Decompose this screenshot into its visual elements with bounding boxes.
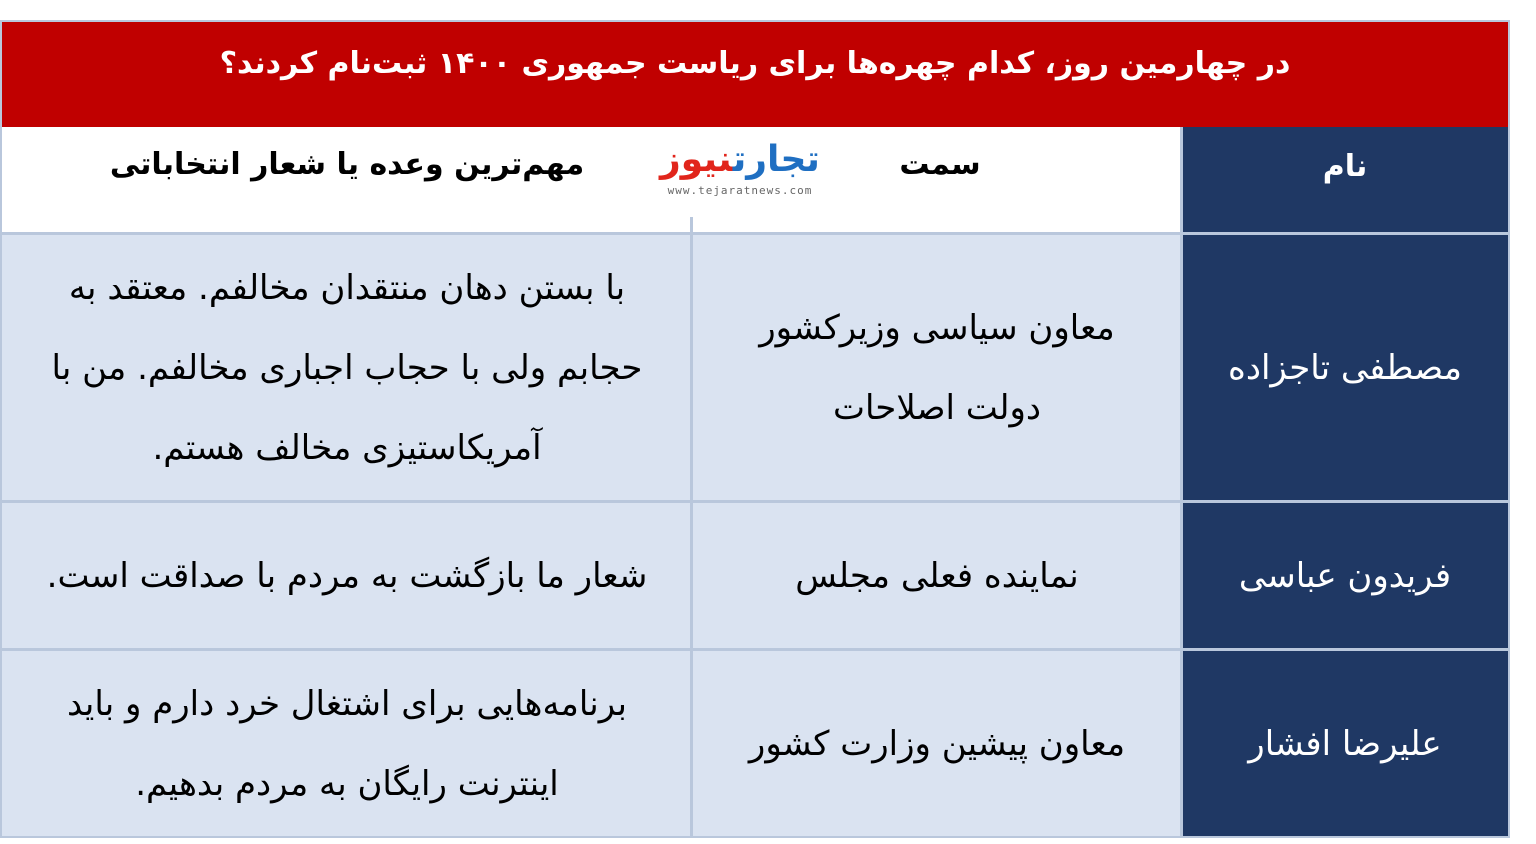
grid-line [2, 232, 1508, 235]
row3-position: معاون پیشین وزارت کشور [692, 651, 1182, 836]
header-slogan: مهم‌ترین وعده یا شعار انتخاباتی [109, 147, 585, 182]
grid-line [2, 648, 1508, 651]
row2-position: نماینده فعلی مجلس [692, 503, 1182, 648]
row2-name: فریدون عباسی [1182, 503, 1508, 648]
row3-slogan: برنامه‌هایی برای اشتغال خرد دارم و باید اینترنت رایگان به مردم بدهیم. [2, 651, 692, 836]
logo-part-red: نیوز [660, 139, 733, 180]
header-position: سمت [899, 147, 981, 182]
logo-wordmark [640, 138, 840, 182]
logo-url: www.tejaratnews.com [667, 184, 813, 197]
row3-name: علیرضا افشار [1182, 651, 1508, 836]
grid-line [1180, 127, 1183, 836]
row1-name: مصطفی تاجزاده [1182, 235, 1508, 500]
row1-position: معاون سیاسی وزیرکشور دولت اصلاحات [692, 235, 1182, 500]
logo-part-blue: تجارت [732, 139, 820, 180]
header-name: نام [1182, 127, 1508, 232]
row2-slogan: شعار ما بازگشت به مردم با صداقت است. [2, 503, 692, 648]
row1-slogan: با بستن دهان منتقدان مخالفم. معتقد به حجابم ولی با حجاب اجباری مخالفم. من با آمریکاستیزی مخالف هستم. [2, 235, 692, 500]
table-title: در چهارمین روز، کدام چهره‌ها برای ریاست جمهوری ۱۴۰۰ ثبت‌نام کردند؟ [2, 22, 1508, 127]
tejaratnews-logo [640, 138, 840, 208]
grid-line [2, 500, 1508, 503]
grid-line [690, 217, 693, 836]
